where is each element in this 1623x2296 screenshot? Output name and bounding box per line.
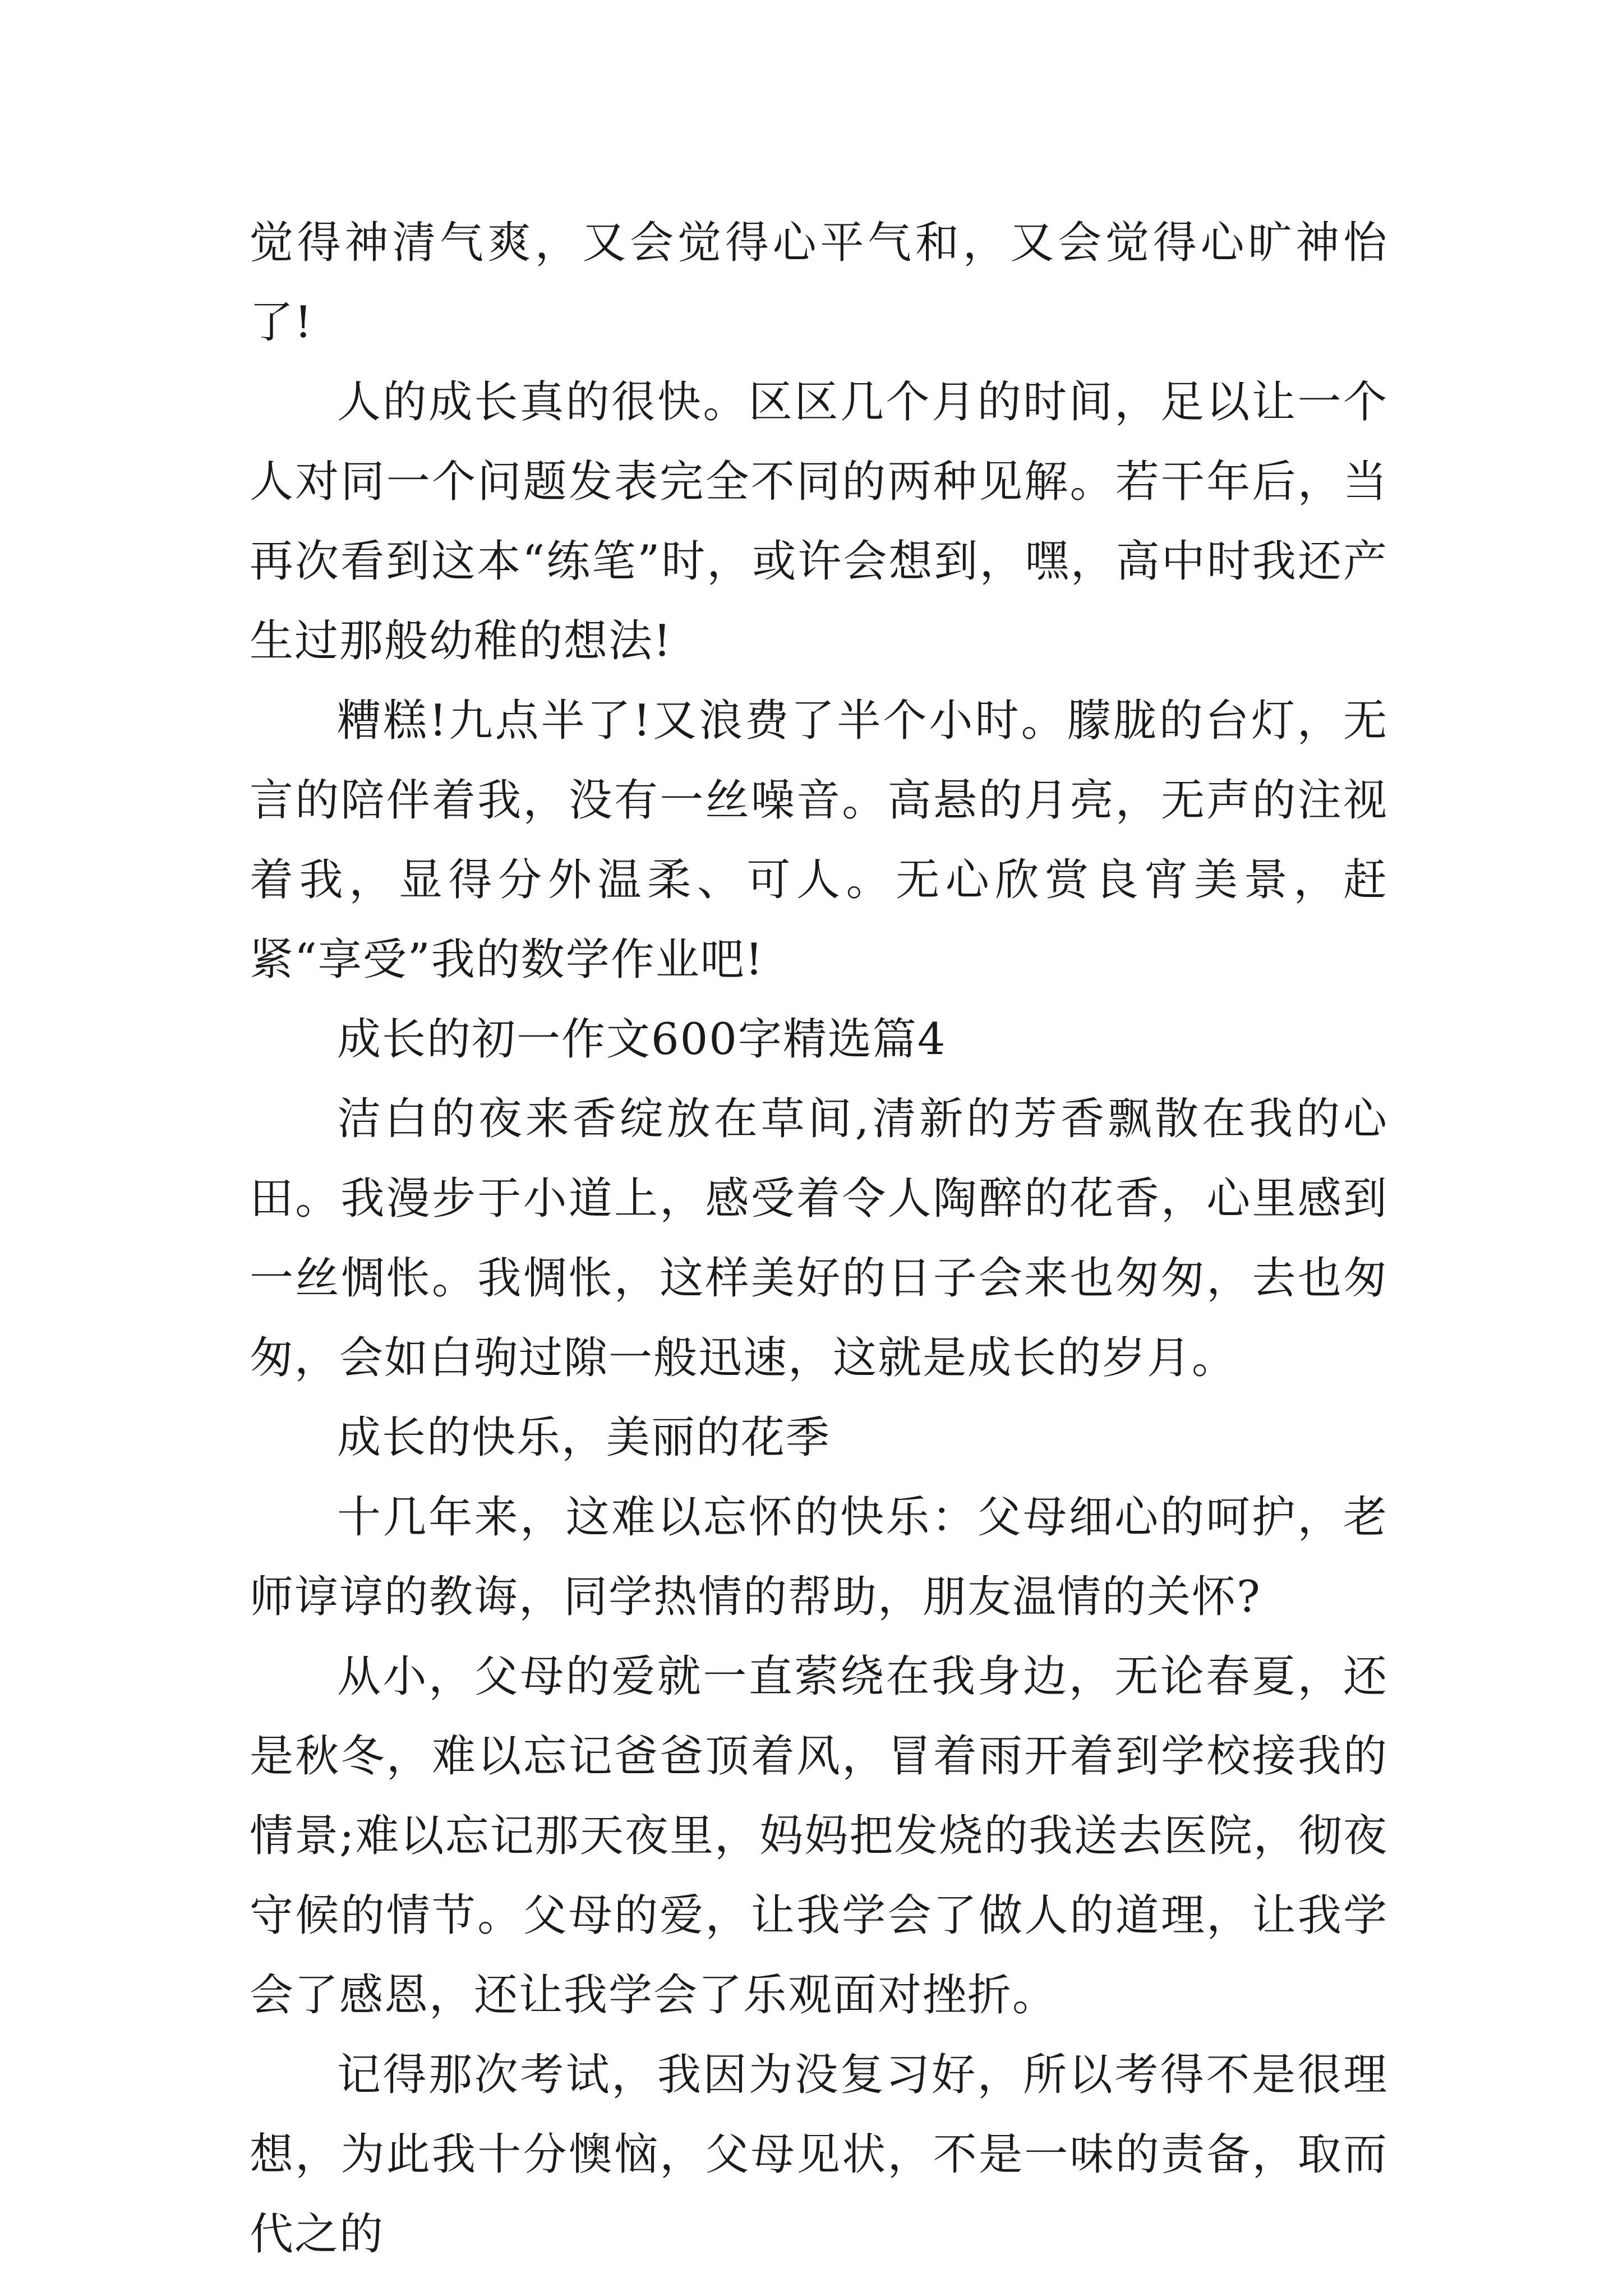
document-body bbox=[250, 203, 1388, 2274]
paragraph-5: 洁白的夜来香绽放在草间,清新的芳香飘散在我的心田。我漫步于小道上，感受着令人陶醉的花香，心里感到一丝惆怅。我惆怅，这样美好的日子会来也匆匆，去也匆匆，会如白驹过隙一般迅速，这就是成长的岁月。 bbox=[250, 1094, 1388, 1383]
paragraph-9: 记得那次考试，我因为没复习好，所以考得不是很理想，为此我十分懊恼，父母见状，不是一味的责备，取而代之的 bbox=[250, 2050, 1388, 2260]
paragraph-7: 十几年来，这难以忘怀的快乐：父母细心的呵护，老师谆谆的教诲，同学热情的帮助，朋友温情的关怀? bbox=[250, 1492, 1388, 1622]
paragraph-1: 觉得神清气爽，又会觉得心平气和，又会觉得心旷神怡了! bbox=[250, 218, 1388, 348]
section-heading-4: 成长的初一作文600字精选篇4 bbox=[337, 1014, 947, 1065]
paragraph-2: 人的成长真的很快。区区几个月的时间，足以让一个人对同一个问题发表完全不同的两种见解。若干年后，当再次看到这本“练笔”时，或许会想到，嘿，高中时我还产生过那般幼稚的想法! bbox=[250, 377, 1388, 666]
paragraph-8: 从小，父母的爱就一直萦绕在我身边，无论春夏，还是秋冬，难以忘记爸爸顶着风，冒着雨开着到学校接我的情景;难以忘记那天夜里，妈妈把发烧的我送去医院，彻夜守候的情节。父母的爱，让我学会了做人的道理，让我学会了感恩，还让我学会了乐观面对挫折。 bbox=[250, 1651, 1388, 2021]
paragraph-3: 糟糕!九点半了!又浪费了半个小时。朦胧的台灯，无言的陪伴着我，没有一丝噪音。高悬的月亮，无声的注视着我，显得分外温柔、可人。无心欣赏良宵美景，赶紧“享受”我的数学作业吧! bbox=[250, 696, 1388, 985]
subheading: 成长的快乐，美丽的花季 bbox=[337, 1412, 831, 1463]
